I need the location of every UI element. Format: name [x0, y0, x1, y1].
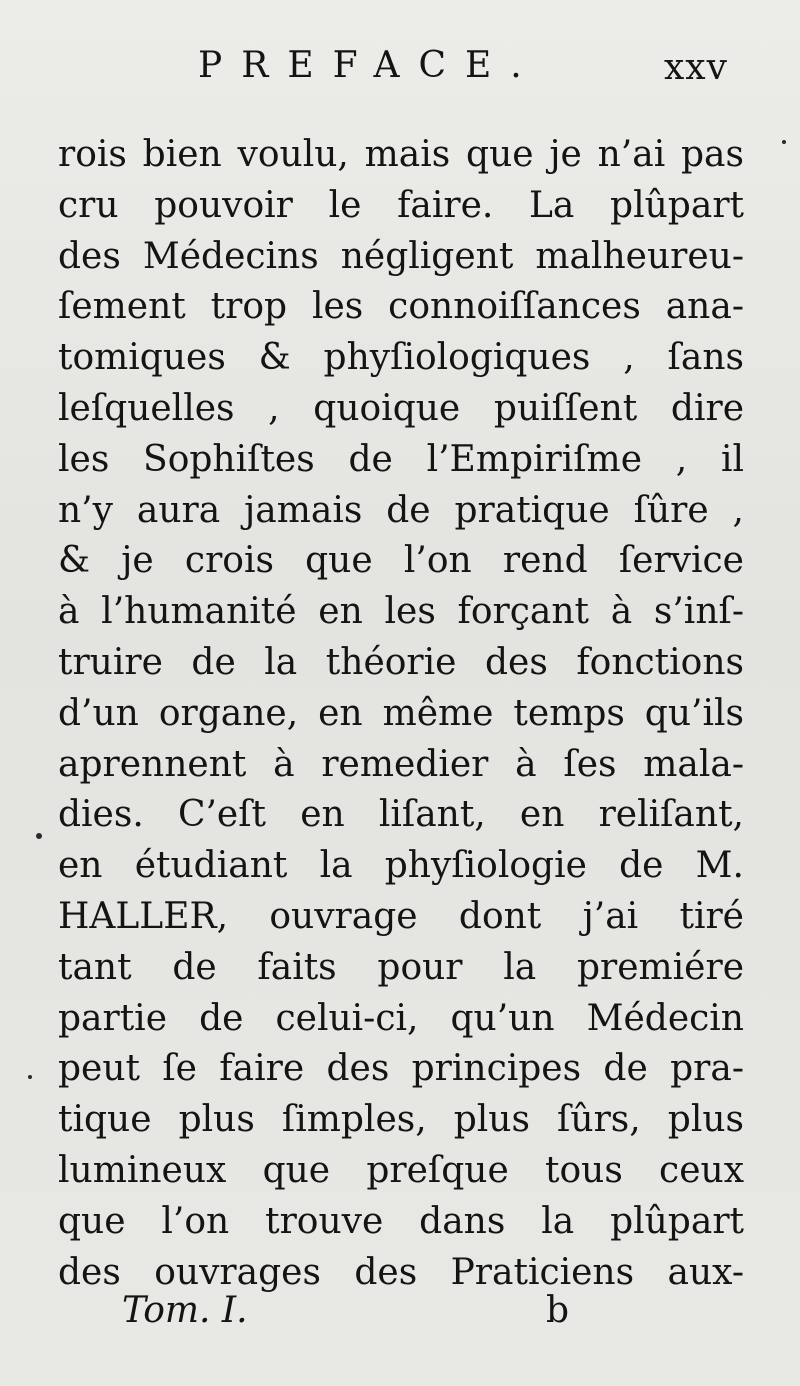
running-head [0, 36, 800, 96]
signature-mark: b [546, 1290, 570, 1331]
text-line: truire de la théorie des fonctions [58, 641, 744, 683]
volume-mark: Tom. I. [122, 1290, 248, 1331]
text-line: ſement trop les connoiſſances ana- [58, 286, 744, 328]
signature-line [0, 1286, 800, 1336]
text-line: & je crois que l’on rend ſervice [58, 540, 744, 582]
running-head-title: PREFACE. [198, 45, 541, 86]
text-line: HALLER, ouvrage dont j’ai tiré [58, 895, 744, 937]
text-line: que l’on trouve dans la plûpart [58, 1200, 744, 1242]
text-line: tique plus ſimples, plus ſûrs, plus [58, 1099, 744, 1141]
ink-speck [36, 833, 42, 839]
text-line: dies. C’eſt en liſant, en reliſant, [58, 794, 744, 836]
text-line: peut ſe faire des principes de pra- [58, 1048, 744, 1090]
text-line: tomiques & phyſiologiques , ſans [58, 337, 744, 379]
text-line: tant de faits pour la premiére [58, 946, 744, 988]
text-line: leſquelles , quoique puiſſent dire [58, 387, 744, 429]
text-line: n’y aura jamais de pratique ſûre , [58, 489, 744, 531]
text-line: aprennent à remedier à ſes mala- [58, 743, 744, 785]
text-line: d’un organe, en même temps qu’ils [58, 692, 744, 734]
text-line: en étudiant la phyſiologie de M. [58, 845, 744, 887]
page-number: xxv [664, 47, 728, 88]
text-line: rois bien voulu, mais que je n’ai pas [58, 134, 744, 175]
text-line: à l’humanité en les forçant à s’inſ- [58, 591, 744, 633]
text-line: des ouvrages des Praticiens aux- [58, 1251, 744, 1293]
text-line: partie de celui-ci, qu’un Médecin [58, 997, 744, 1039]
text-line: lumineux que preſque tous ceux [58, 1149, 744, 1191]
text-line: des Médecins négligent malheureu- [58, 235, 744, 277]
body-text [58, 130, 744, 1298]
text-line: les Sophiſtes de l’Empiriſme , il [58, 438, 744, 480]
ink-speck [782, 140, 786, 144]
ink-speck [28, 1075, 32, 1079]
text-line: cru pouvoir le faire. La plûpart [58, 184, 744, 226]
